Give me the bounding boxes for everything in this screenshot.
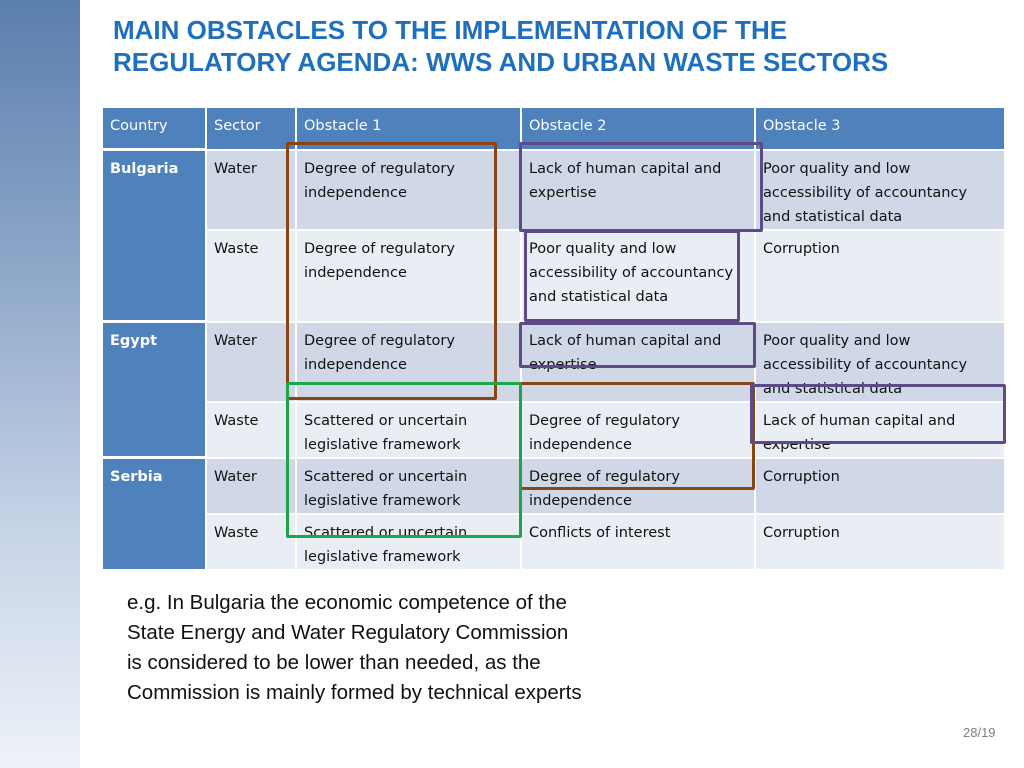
table-row	[102, 514, 1005, 570]
sector-cell: Waste	[206, 402, 296, 458]
slide-title	[113, 14, 1013, 78]
header-country: Country	[102, 107, 206, 150]
obstacle-1-cell: Degree of regulatory independence	[296, 230, 521, 322]
sector-cell: Waste	[206, 230, 296, 322]
country-cell-bulgaria: Bulgaria	[102, 150, 206, 322]
side-gradient-band	[0, 0, 80, 768]
obstacle-2-cell: Lack of human capital and expertise	[521, 322, 755, 402]
table-row	[102, 230, 1005, 322]
obstacle-1-cell: Scattered or uncertain legislative framework	[296, 402, 521, 458]
obstacle-2-cell: Degree of regulatory independence	[521, 402, 755, 458]
obstacle-3-cell: Corruption	[755, 458, 1005, 514]
example-note	[127, 588, 727, 708]
header-sector: Sector	[206, 107, 296, 150]
sector-cell: Water	[206, 458, 296, 514]
example-note-line-2: State Energy and Water Regulatory Commission	[127, 621, 569, 644]
obstacle-1-cell: Degree of regulatory independence	[296, 150, 521, 230]
header-obstacle-1: Obstacle 1	[296, 107, 521, 150]
obstacle-2-cell: Conflicts of interest	[521, 514, 755, 570]
obstacle-2-cell: Lack of human capital and expertise	[521, 150, 755, 230]
obstacle-3-cell: Corruption	[755, 230, 1005, 322]
example-note-line-3: is considered to be lower than needed, as the	[127, 651, 541, 674]
obstacle-3-cell: Lack of human capital and expertise	[755, 402, 1005, 458]
obstacle-3-cell: Poor quality and low accessibility of accountancy and statistical data	[755, 322, 1005, 402]
example-note-line-4: Commission is mainly formed by technical experts	[127, 681, 582, 704]
obstacle-1-cell: Scattered or uncertain legislative framework	[296, 514, 521, 570]
obstacle-3-cell: Corruption	[755, 514, 1005, 570]
sector-cell: Water	[206, 322, 296, 402]
header-obstacle-2: Obstacle 2	[521, 107, 755, 150]
slide-title-line-2: REGULATORY AGENDA: WWS AND URBAN WASTE SECTORS	[113, 47, 889, 77]
obstacle-2-cell: Degree of regulatory independence	[521, 458, 755, 514]
obstacle-2-cell: Poor quality and low accessibility of accountancy and statistical data	[521, 230, 755, 322]
country-cell-egypt: Egypt	[102, 322, 206, 458]
country-cell-serbia: Serbia	[102, 458, 206, 570]
obstacle-3-cell: Poor quality and low accessibility of accountancy and statistical data	[755, 150, 1005, 230]
table-row	[102, 150, 1005, 230]
sector-cell: Waste	[206, 514, 296, 570]
obstacles-table	[101, 106, 1006, 571]
table-row	[102, 322, 1005, 402]
table-row	[102, 402, 1005, 458]
slide-title-line-1: MAIN OBSTACLES TO THE IMPLEMENTATION OF THE	[113, 15, 788, 45]
page-number: 28/19	[963, 725, 996, 740]
table-row	[102, 458, 1005, 514]
example-note-line-1: e.g. In Bulgaria the economic competence of the	[127, 591, 567, 614]
obstacle-1-cell: Degree of regulatory independence	[296, 322, 521, 402]
header-obstacle-3: Obstacle 3	[755, 107, 1005, 150]
table-header-row	[102, 107, 1005, 150]
sector-cell: Water	[206, 150, 296, 230]
obstacle-1-cell: Scattered or uncertain legislative framework	[296, 458, 521, 514]
